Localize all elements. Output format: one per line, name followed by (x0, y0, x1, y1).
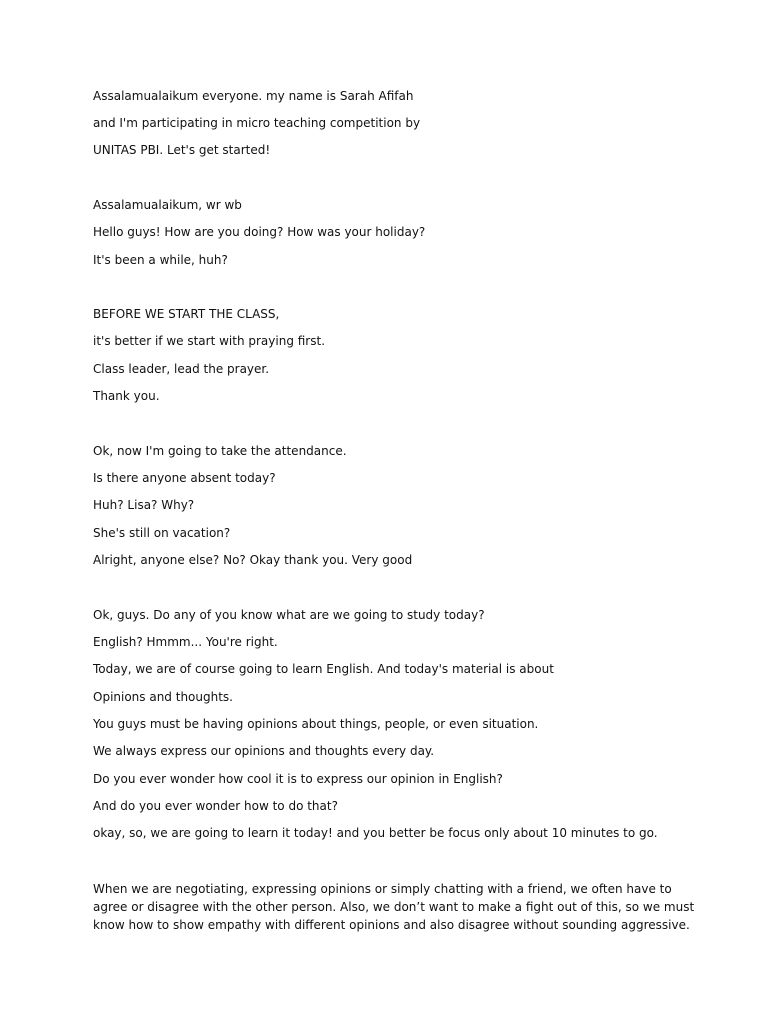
text-line: You guys must be having opinions about things, people, or even situation. (93, 717, 539, 731)
text-line: And do you ever wonder how to do that? (93, 799, 338, 813)
text-line: It's been a while, huh? (93, 253, 228, 267)
text-line: Is there anyone absent today? (93, 471, 276, 485)
text-line: Ok, guys. Do any of you know what are we going to study today? (93, 608, 485, 622)
text-line: okay, so, we are going to learn it today! and you better be focus only about 10 minutes to go. (93, 826, 658, 840)
text-line: BEFORE WE START THE CLASS, (93, 307, 280, 321)
text-line: Ok, now I'm going to take the attendance. (93, 444, 347, 458)
text-line: Opinions and thoughts. (93, 690, 233, 704)
paragraph-line: When we are negotiating, expressing opinions or simply chatting with a friend, we often have to (93, 882, 672, 896)
final-paragraph (93, 880, 695, 934)
text-line: Alright, anyone else? No? Okay thank you. Very good (93, 553, 413, 567)
paragraph-line: know how to show empathy with different opinions and also disagree without sounding aggressive. (93, 918, 690, 932)
text-line: Assalamualaikum everyone. my name is Sarah Afifah (93, 89, 414, 103)
text-line: Huh? Lisa? Why? (93, 498, 195, 512)
text-line: She's still on vacation? (93, 526, 231, 540)
text-line: Thank you. (93, 389, 160, 403)
text-line: Do you ever wonder how cool it is to express our opinion in English? (93, 772, 503, 786)
text-line: We always express our opinions and thoughts every day. (93, 744, 435, 758)
text-line: it's better if we start with praying first. (93, 334, 326, 348)
text-line: Hello guys! How are you doing? How was your holiday? (93, 225, 426, 239)
paragraph-line: agree or disagree with the other person. Also, we don’t want to make a fight out of this, so we must (93, 900, 695, 914)
text-line: English? Hmmm... You're right. (93, 635, 278, 649)
text-line: UNITAS PBI. Let's get started! (93, 143, 271, 157)
text-line: Today, we are of course going to learn English. And today's material is about (93, 662, 554, 676)
text-line: Assalamualaikum, wr wb (93, 198, 242, 212)
text-line: and I'm participating in micro teaching competition by (93, 116, 421, 130)
text-line: Class leader, lead the prayer. (93, 362, 270, 376)
